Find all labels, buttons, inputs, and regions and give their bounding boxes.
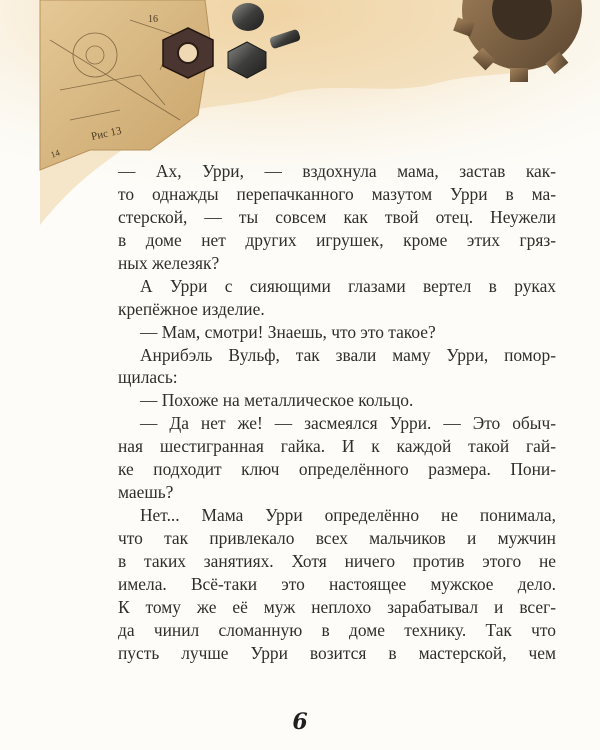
page-number: 6 — [292, 709, 308, 735]
text-line: да чинил сломанную в доме технику. Так что — [118, 619, 556, 640]
text-line: что так привлекало всех мальчиков и мужчин — [118, 528, 556, 548]
text-line: А Урри с сияющими глазами вертел в руках — [140, 275, 556, 296]
text-line: Анрибэль Вульф, так звали маму Урри, помор- — [140, 344, 556, 365]
text-line: крепёжное изделие. — [118, 298, 265, 319]
text-line: то однажды перепачканного мазутом Урри в ма- — [118, 183, 556, 204]
figure-number-left: 14 — [49, 147, 62, 160]
figure-label: Рис 13 — [90, 124, 123, 143]
text-line: ная шестигранная гайка. И к каждой такой гай- — [118, 436, 556, 457]
story-text — [118, 160, 556, 665]
text-line: — Похоже на металлическое кольцо. — [140, 390, 414, 411]
figure-number-top: 16 — [148, 14, 158, 25]
text-line: щилась: — [118, 367, 178, 388]
text-line: в таких занятиях. Хотя ничего против этого не — [118, 550, 556, 571]
text-line: стерской, — ты совсем как твой отец. Неужели — [118, 206, 556, 227]
text-line: — Мам, смотри! Знаешь, что это такое? — [140, 321, 436, 342]
text-line: в доме нет других игрушек, кроме этих гряз- — [118, 229, 556, 250]
text-line: пусть лучше Урри возится в мастерской, чем — [118, 642, 556, 663]
text-line: Нет... Мама Урри определённо не понимала, — [140, 505, 556, 526]
text-line: ных железяк? — [118, 252, 220, 273]
text-line: имела. Всё-таки это настоящее мужское дело. — [118, 573, 556, 594]
text-line: К тому же её муж неплохо зарабатывал и всег- — [118, 596, 556, 617]
text-line: маешь? — [118, 482, 174, 503]
text-line: ке подходит ключ определённого размера. Пони- — [118, 459, 556, 480]
text-line: — Да нет же! — засмеялся Урри. — Это обыч- — [140, 413, 556, 434]
text-line: — Ах, Урри, — вздохнула мама, застав как- — [118, 161, 556, 181]
